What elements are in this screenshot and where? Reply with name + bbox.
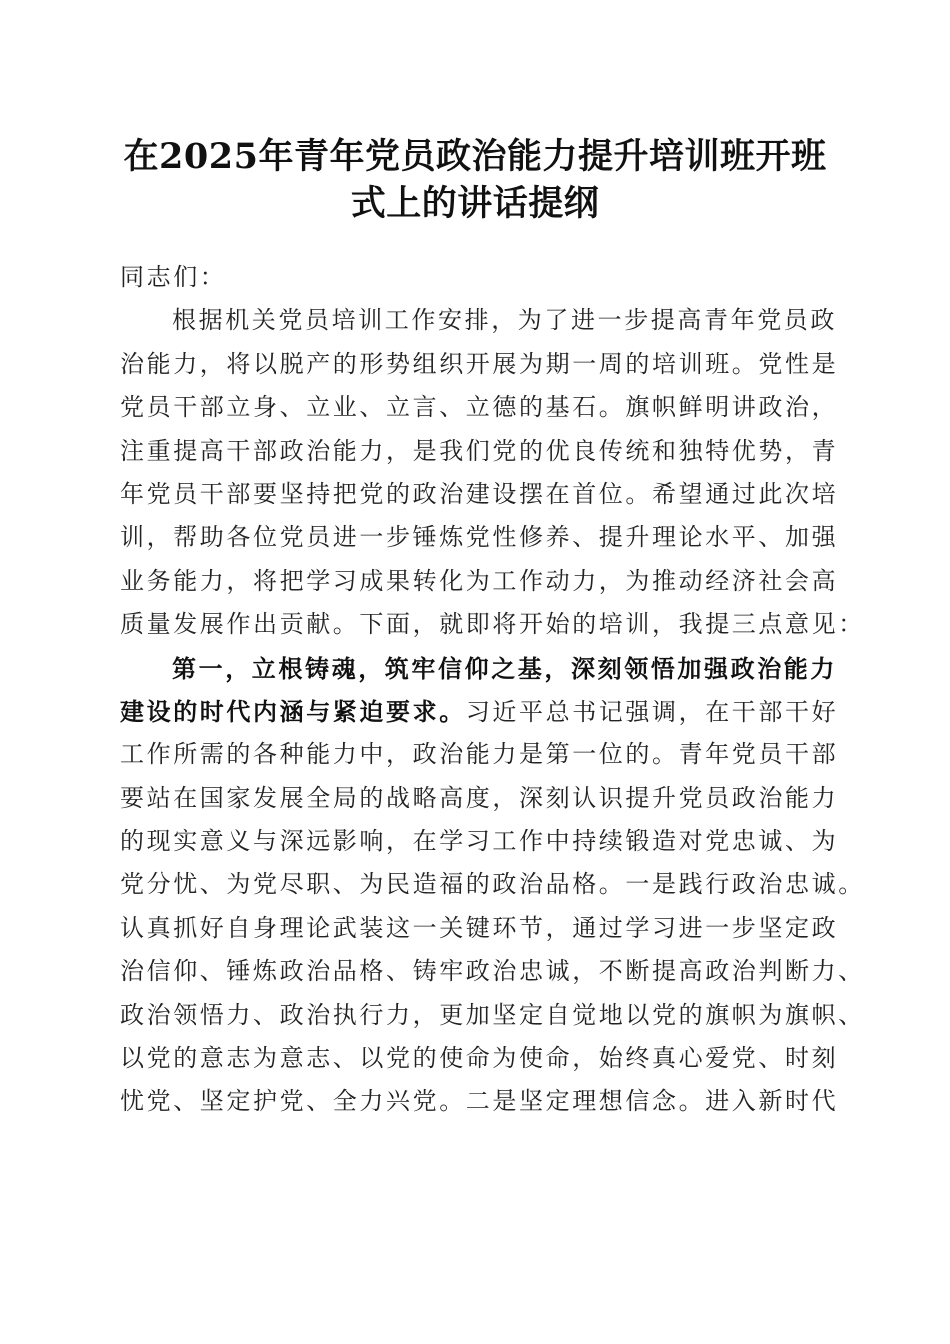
salutation: 同志们： [120, 263, 227, 291]
paragraph-text: 习近平总书记强调，在干部干好 [465, 697, 839, 726]
paragraph-line: 党分忧、为党尽职、为民造福的政治品格。一是践行政治忠诚。 [120, 870, 865, 899]
paragraph-line: 忧党、坚定护党、全力兴党。二是坚定理想信念。进入新时代 [120, 1087, 839, 1116]
paragraph-line: 以党的意志为意志、以党的使命为使命，始终真心爱党、时刻 [120, 1044, 839, 1073]
title-line: 在2025年青年党员政治能力提升培训班开班 [123, 136, 827, 177]
document-title [110, 133, 840, 227]
section-heading: 建设的时代内涵与紧迫要求。 [120, 696, 466, 726]
paragraph-line: 要站在国家发展全局的战略高度，深刻认识提升党员政治能力 [120, 783, 839, 812]
paragraph-line: 的现实意义与深远影响，在学习工作中持续锻造对党忠诚、为 [120, 827, 839, 856]
paragraph-line: 治能力，将以脱产的形势组织开展为期一周的培训班。党性是 [120, 349, 839, 378]
paragraph-line: 工作所需的各种能力中，政治能力是第一位的。青年党员干部 [120, 740, 839, 769]
paragraph-line [120, 690, 840, 733]
paragraph-line: 年党员干部要坚持把党的政治建设摆在首位。希望通过此次培 [120, 479, 839, 508]
paragraph-line: 质量发展作出贡献。下面，就即将开始的培训，我提三点意见： [120, 610, 865, 639]
section-first [120, 647, 865, 1124]
paragraph-intro [120, 299, 865, 646]
paragraph-line: 党员干部立身、立业、立言、立德的基石。旗帜鲜明讲政治， [120, 393, 839, 422]
paragraph-line: 治信仰、锤炼政治品格、铸牢政治忠诚，不断提高政治判断力、 [120, 957, 865, 986]
paragraph-line: 认真抓好自身理论武装这一关键环节，通过学习进一步坚定政 [120, 913, 839, 942]
paragraph-line: 政治领悟力、政治执行力，更加坚定自觉地以党的旗帜为旗帜、 [120, 1000, 865, 1029]
title-line: 式上的讲话提纲 [350, 183, 600, 224]
paragraph-line: 根据机关党员培训工作安排，为了进一步提高青年党员政 [172, 306, 837, 335]
section-heading: 第一，立根铸魂，筑牢信仰之基，深刻领悟加强政治能力 [172, 653, 837, 683]
paragraph-line: 业务能力，将把学习成果转化为工作动力，为推动经济社会高 [120, 566, 839, 595]
document-body [120, 256, 865, 1124]
paragraph-line: 注重提高干部政治能力，是我们党的优良传统和独特优势，青 [120, 436, 839, 465]
paragraph-line: 训，帮助各位党员进一步锤炼党性修养、提升理论水平、加强 [120, 523, 839, 552]
